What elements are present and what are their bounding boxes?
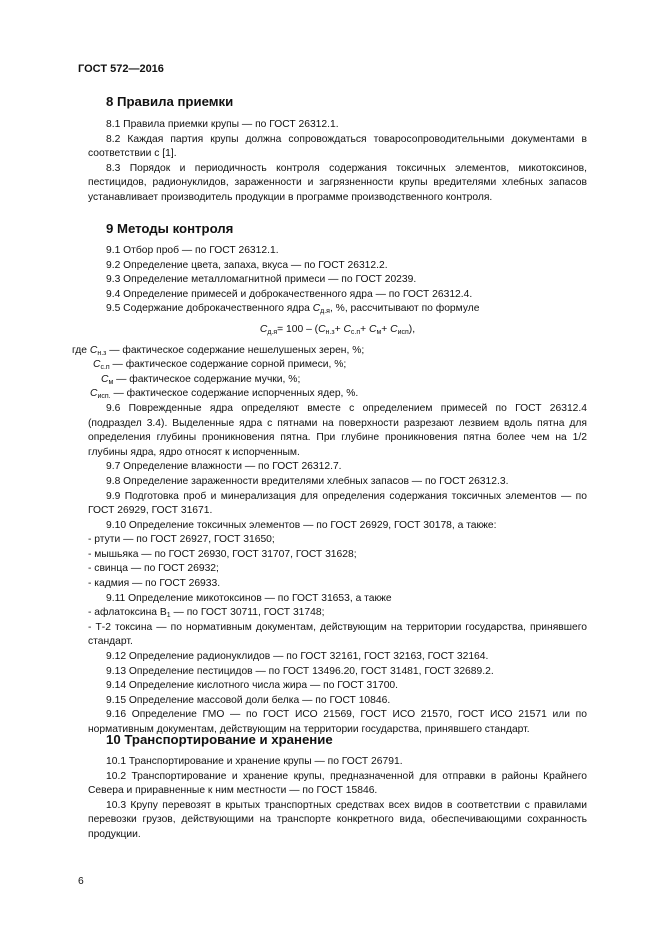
formula-plus-2: + <box>360 323 370 335</box>
formula-term-4-sub: исп <box>397 328 409 336</box>
definition-row <box>72 387 587 402</box>
page-number: 6 <box>78 876 84 887</box>
definition-symbol-sub: с.п <box>100 364 110 372</box>
where-label: где <box>72 344 90 356</box>
definition-row <box>72 344 587 359</box>
definition-text: — фактическое содержание мучки, %; <box>113 373 301 385</box>
clause-8-1: 8.1 Правила приемки крупы — по ГОСТ 26312.1. <box>106 119 339 130</box>
aflatoxin-text-b: — по ГОСТ 30711, ГОСТ 31748; <box>170 607 325 619</box>
clause-9-5 <box>88 302 587 317</box>
clause-9-9: 9.9 Подготовка проб и минерализация для определения содержания токсичных элементов — по ГОСТ 26929, ГОСТ 31671. <box>88 490 587 517</box>
definition-symbol-sub: м <box>108 378 114 386</box>
list-item: - Т-2 токсина — по нормативным документам, действующим на территории государства, принявшего стандарт. <box>88 621 587 648</box>
list-item: - мышьяка — по ГОСТ 26930, ГОСТ 31707, ГОСТ 31628; <box>88 548 357 560</box>
clause-9-8: 9.8 Определение зараженности вредителями хлебных запасов — по ГОСТ 26312.3. <box>106 475 509 487</box>
section-10-body <box>88 755 587 843</box>
definition-symbol: С <box>90 388 98 400</box>
formula-definitions <box>72 344 587 402</box>
list-item: - ртути — по ГОСТ 26927, ГОСТ 31650; <box>88 534 275 546</box>
section-9-body <box>72 244 587 738</box>
clause-10-3: 10.3 Крупу перевозят в крытых транспортных средствах всех видов в соответствии с правилами перевозки грузов, действующими на транспорте конкретного вида, обеспечивающими сохранность продукции. <box>88 799 587 840</box>
section-9-title: 9 Методы контроля <box>106 221 234 236</box>
clause-10-2: 10.2 Транспортирование и хранение крупы, предназначенной для отправки в районы Крайнего Севера и приравненные к ним местности — по ГОСТ 15846. <box>88 770 587 797</box>
clause-9-12: 9.12 Определение радионуклидов — по ГОСТ 32161, ГОСТ 32163, ГОСТ 32164. <box>106 651 489 663</box>
definition-text: — фактическое содержание испорченных ядер, %. <box>110 388 359 400</box>
clause-9-5-text-b: , %, рассчитывают по формуле <box>329 303 480 315</box>
clause-9-4: 9.4 Определение примесей и доброкачественного ядра — по ГОСТ 26312.4. <box>106 288 473 300</box>
clause-9-16: 9.16 Определение ГМО — по ГОСТ ИСО 21569, ГОСТ ИСО 21570, ГОСТ ИСО 21571 или по нормативным документам, действующим на территории государства, принявшего стандарт. <box>88 709 587 735</box>
aflatoxin-text: - афлатоксина В <box>88 607 167 619</box>
formula <box>88 323 587 338</box>
list-item <box>88 606 587 621</box>
formula-term-1-sub: н.з <box>325 328 335 336</box>
definition-symbol: С <box>89 344 98 356</box>
definition-text: — фактическое содержание нешелушеных зерен, %; <box>106 344 365 356</box>
clause-9-5-symbol-sub: д.я <box>320 308 330 316</box>
definition-symbol-sub: исп. <box>97 393 111 401</box>
clause-9-13: 9.13 Определение пестицидов — по ГОСТ 13496.20, ГОСТ 31481, ГОСТ 32689.2. <box>106 665 494 677</box>
clause-9-5-text-a: 9.5 Содержание доброкачественного ядра <box>106 303 313 315</box>
list-item: - свинца — по ГОСТ 26932; <box>88 563 219 575</box>
clause-8-3: 8.3 Порядок и периодичность контроля содержания токсичных элементов, микотоксинов, пестицидов, радионуклидов, зараженности и загрязненности крупы вредителями хлебных запасов устанавливает производитель продукции в программе производственного контроля. <box>88 162 587 203</box>
formula-plus-3: + <box>381 323 391 335</box>
list-item: - кадмия — по ГОСТ 26933. <box>88 578 221 590</box>
clause-9-10: 9.10 Определение токсичных элементов — по ГОСТ 26929, ГОСТ 30178, а также: <box>106 519 497 531</box>
definition-row <box>72 358 587 373</box>
clause-9-6: 9.6 Поврежденные ядра определяют вместе с определением примесей по ГОСТ 26312.4 (подраздел 3.4). Выделенные ядра с пятнами на поверхности разрезают лезвием вдоль пятна для определения глубины проникновения пятна. При глубине проникновения пятна более чем на 1/2 глубины ядра, ядро относят к испорченным. <box>88 402 587 458</box>
clause-8-2: 8.2 Каждая партия крупы должна сопровождаться товаросопроводительными документами в соответствии с [1]. <box>88 133 587 160</box>
aflatoxin-sub: 1 <box>166 612 171 620</box>
document-header-code: ГОСТ 572—2016 <box>78 63 164 75</box>
clause-10-1: 10.1 Транспортирование и хранение крупы — по ГОСТ 26791. <box>106 756 403 767</box>
formula-term-4: С <box>390 323 398 335</box>
clause-9-7: 9.7 Определение влажности — по ГОСТ 26312.7. <box>106 461 342 473</box>
clause-9-5-symbol: С <box>312 303 321 315</box>
clause-9-3: 9.3 Определение металломагнитной примеси — по ГОСТ 20239. <box>106 274 417 286</box>
clause-9-14: 9.14 Определение кислотного числа жира — по ГОСТ 31700. <box>106 680 399 692</box>
definition-symbol: С <box>93 359 101 371</box>
formula-term-2: С <box>343 323 351 335</box>
clause-9-1: 9.1 Отбор проб — по ГОСТ 26312.1. <box>106 245 279 256</box>
clause-9-2: 9.2 Определение цвета, запаха, вкуса — по ГОСТ 26312.2. <box>106 259 388 271</box>
section-8-body <box>88 118 587 206</box>
formula-term-3-sub: м <box>376 328 382 336</box>
formula-plus-1: + <box>334 323 344 335</box>
formula-lhs: С <box>259 323 268 335</box>
definition-symbol-sub: н.з <box>97 349 107 357</box>
clause-9-15: 9.15 Определение массовой доли белка — по ГОСТ 10846. <box>106 694 391 706</box>
definition-row <box>72 373 587 388</box>
definition-text: — фактическое содержание сорной примеси, %; <box>109 359 347 371</box>
section-10-title: 10 Транспортирование и хранение <box>106 732 333 747</box>
formula-lhs-sub: д.я <box>267 328 278 336</box>
formula-term-1: С <box>318 323 326 335</box>
definition-symbol: С <box>101 373 109 385</box>
formula-term-2-sub: с.п <box>350 328 361 336</box>
formula-eq: = 100 – ( <box>277 323 319 335</box>
section-8-title: 8 Правила приемки <box>106 94 234 109</box>
formula-term-3: С <box>369 323 377 335</box>
clause-9-11: 9.11 Определение микотоксинов — по ГОСТ 31653, а также <box>106 592 392 604</box>
formula-close: ), <box>408 323 416 335</box>
